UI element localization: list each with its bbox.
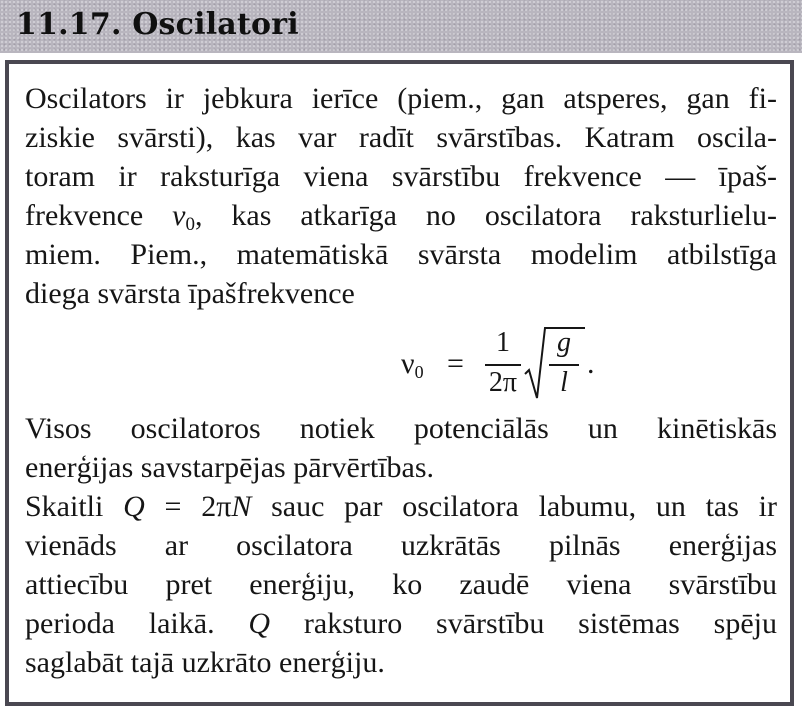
paragraph-3-line-2: vienāds ar oscilatora uzkrātās pilnās enerģijas xyxy=(25,529,777,562)
paragraph-3-line-3: attiecību pret enerģiju, ko zaudē viena svārstību xyxy=(25,568,777,601)
paragraph-3-line-1 xyxy=(25,488,777,526)
p3-line-1-text-b: sauc par oscilatora labumu, un tas ir xyxy=(251,490,777,523)
section-title: 11.17. Oscilatori xyxy=(16,7,299,42)
fraction-numerator: 1 xyxy=(496,327,510,358)
formula-nu-sub: 0 xyxy=(414,362,424,382)
fraction-denominator: 2π xyxy=(488,367,518,398)
n-symbol: N xyxy=(231,490,252,523)
paragraph-3-line-4 xyxy=(25,605,777,643)
formula-fraction xyxy=(483,324,523,404)
paragraph-1-line-1: Oscilators ir jebkura ierīce (piem., gan atsperes, gan fi- xyxy=(25,82,777,115)
paragraph-3-line-5: saglabāt tajā uzkrāto enerģiju. xyxy=(25,646,385,679)
sqrt-denominator: l xyxy=(560,367,568,398)
p3-line-1-eq: = 2π xyxy=(144,490,232,523)
paragraph-1-line-6: diega svārsta īpašfrekvence xyxy=(25,277,355,310)
formula-nu: ν xyxy=(401,347,415,380)
paragraph-1-line-5: miem. Piem., matemātiskā svārsta modelim atbilstīga xyxy=(25,238,777,271)
p3-line-4-text-a: perioda laikā. xyxy=(25,607,249,640)
formula-period: . xyxy=(587,347,595,380)
paragraph-1-line-3: toram ir raksturīga viena svārstību frekvence — īpaš- xyxy=(25,160,777,193)
sqrt-numerator: g xyxy=(557,327,571,358)
q-symbol: Q xyxy=(123,490,145,523)
pendulum-frequency-formula xyxy=(401,324,621,404)
nu-symbol: ν xyxy=(172,199,186,232)
formula-equals: = xyxy=(447,347,464,380)
paragraph-2-line-1: Visos oscilatoros notiek potenciālās un kinētiskās xyxy=(25,412,777,445)
line-4-text-b: , kas atkarīga no oscilatora raksturlielu- xyxy=(195,199,777,232)
paragraph-2-line-2: enerģijas savstarpējas pārvērtības. xyxy=(25,451,434,484)
nu-subscript: 0 xyxy=(185,214,195,235)
text-box xyxy=(5,60,794,706)
sqrt-fraction xyxy=(547,324,581,404)
q-symbol-2: Q xyxy=(248,607,271,640)
line-4-text-a: frekvence xyxy=(25,199,173,232)
paragraph-1-line-2: ziskie svārsti), kas var radīt svārstības. Katram oscila- xyxy=(25,121,777,154)
p3-line-1-text-a: Skaitli xyxy=(25,490,124,523)
p3-line-4-text-b: raksturo svārstību sistēmas spēju xyxy=(270,607,777,640)
section-header xyxy=(0,0,802,53)
formula-lhs xyxy=(401,345,424,391)
